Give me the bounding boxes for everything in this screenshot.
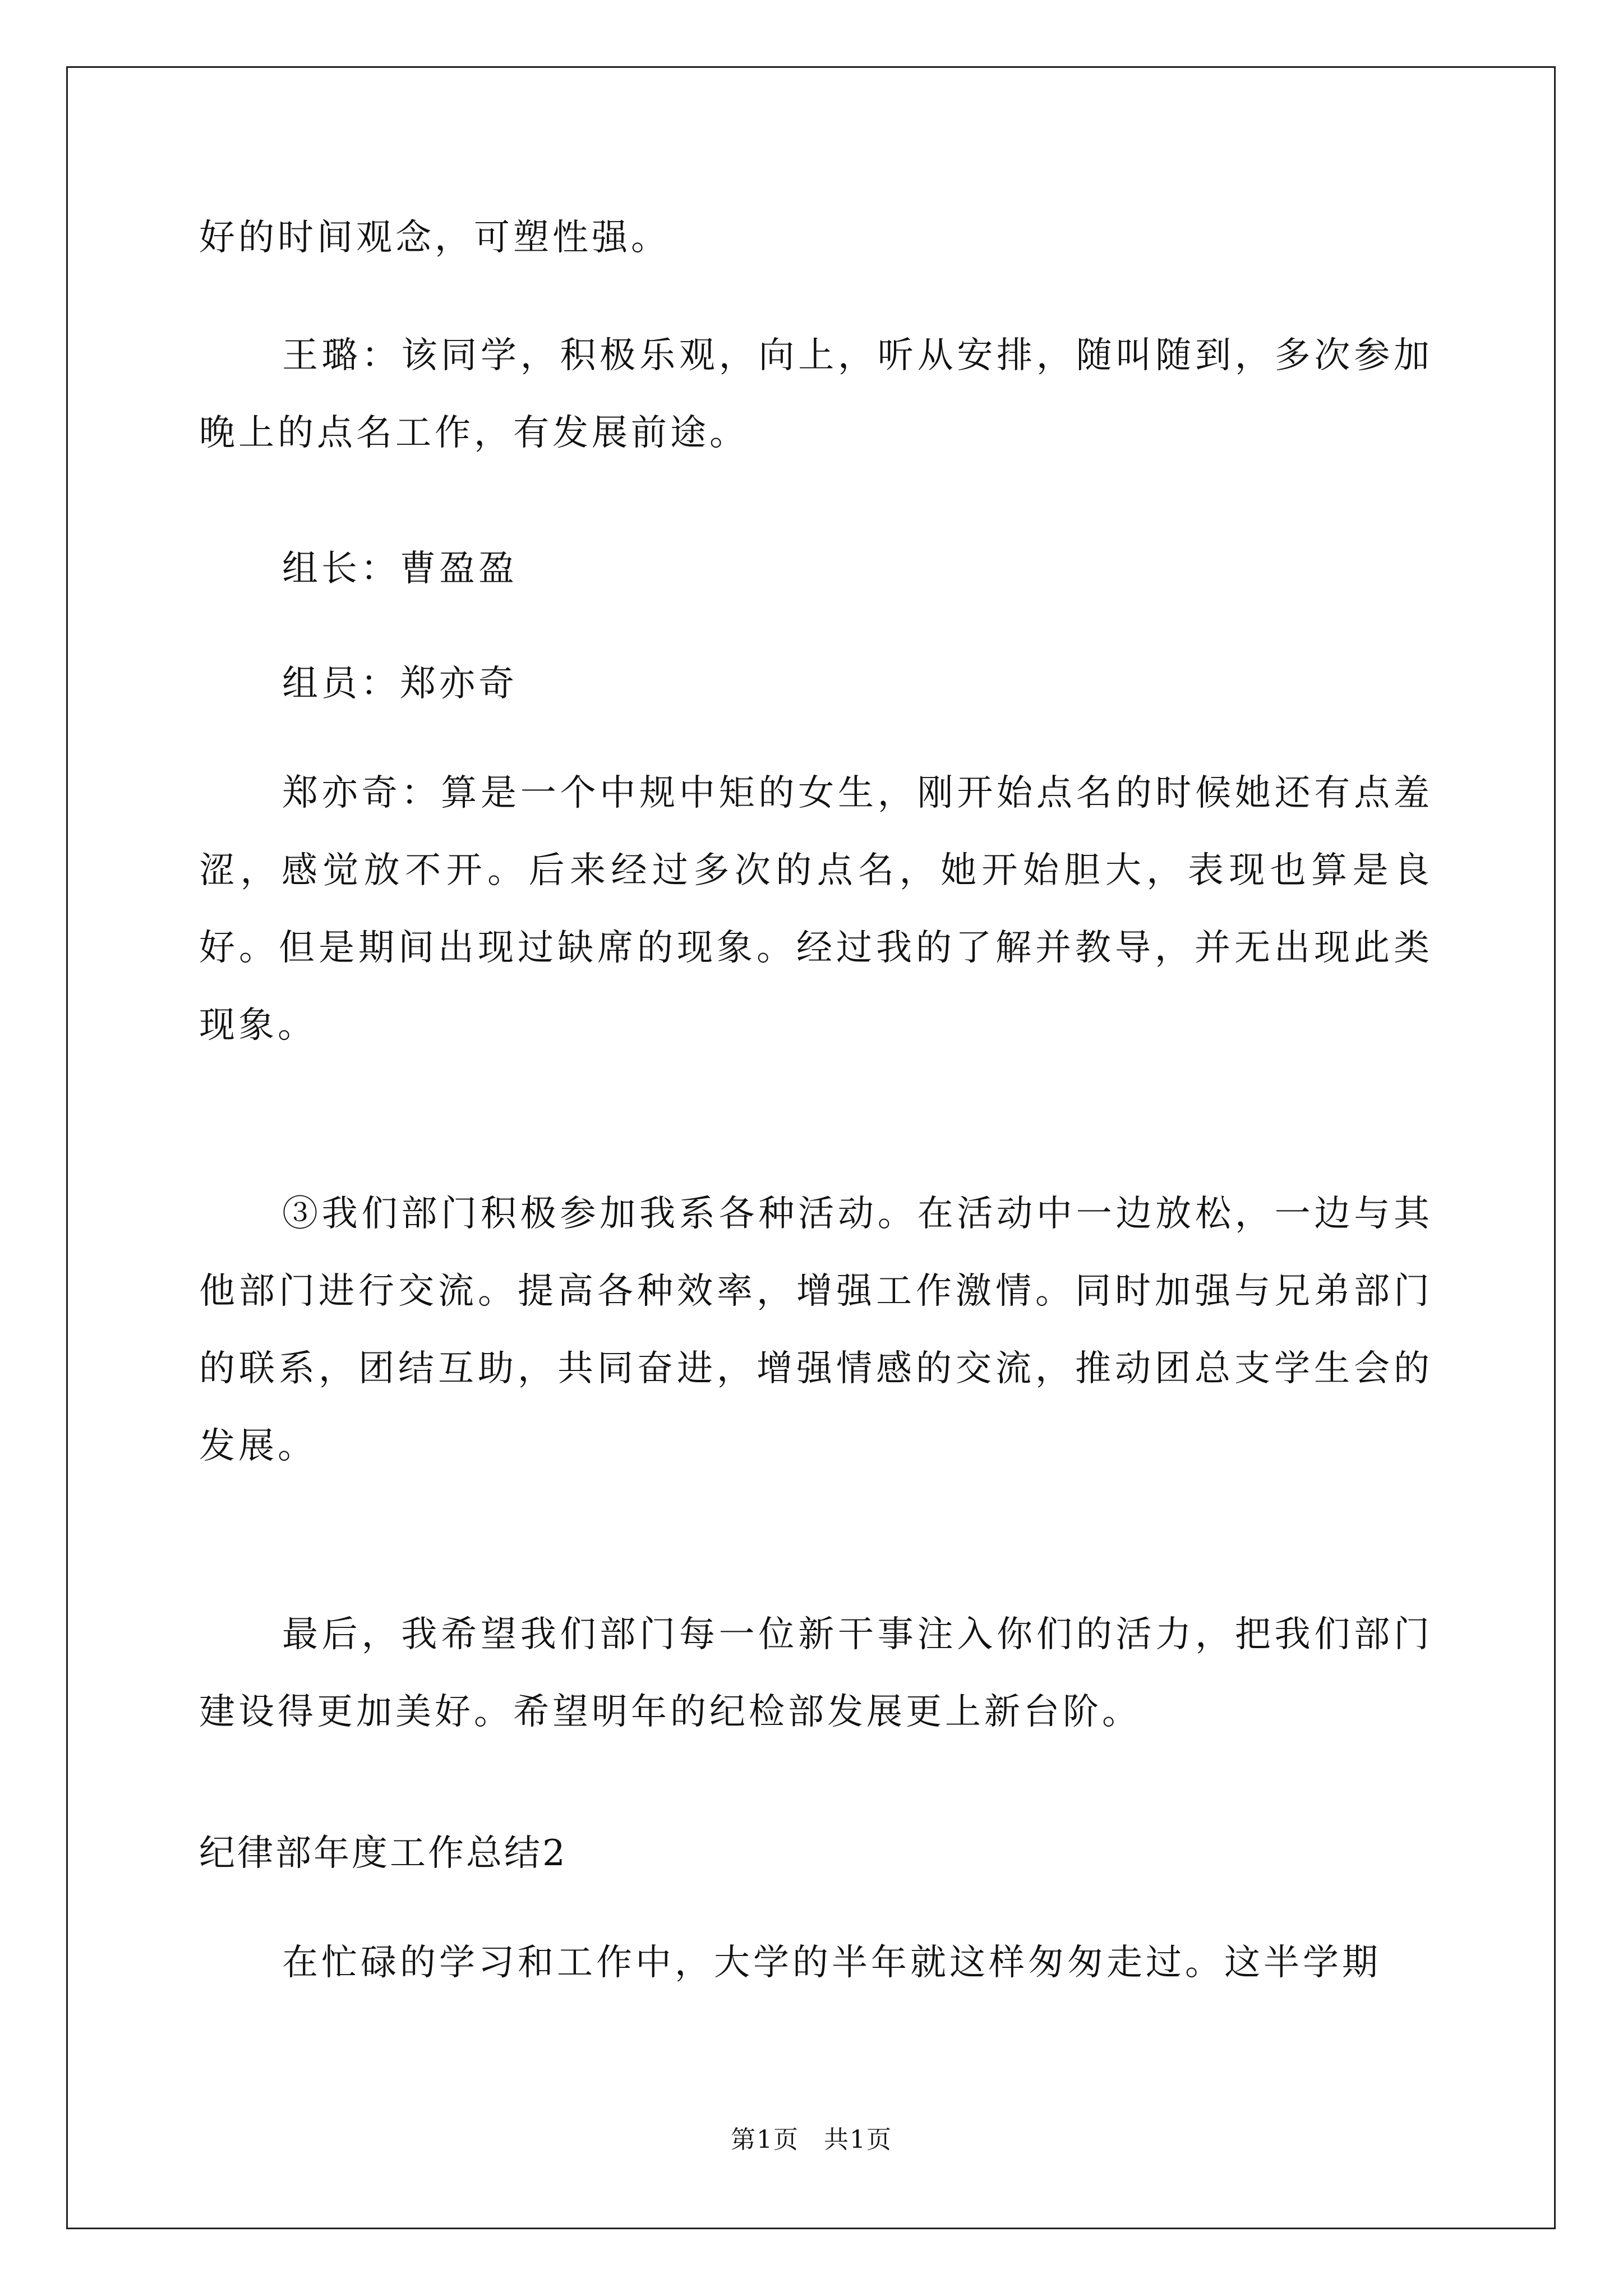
document-body: [199, 0, 1433, 2076]
paragraph-activities: ③我们部门积极参加我系各种活动。在活动中一边放松，一边与其他部门进行交流。提高各种效率，增强工作激情。同时加强与兄弟部门的联系，团结互助，共同奋进，增强情感的交流，推动团总支学生会的发展。: [199, 1193, 1433, 1467]
paragraph-section-2-start: 在忙碌的学习和工作中，大学的半年就这样匆匆走过。这半学期: [282, 1942, 1381, 1984]
paragraph-group-leader: 组长：曹盈盈: [282, 548, 518, 590]
paragraph-continuation: 好的时间观念，可塑性强。: [199, 217, 670, 259]
paragraph-wang-lu: 王璐：该同学，积极乐观，向上，听从安排，随叫随到，多次参加晚上的点名工作，有发展前途。: [199, 335, 1433, 454]
paragraph-group-member: 组员：郑亦奇: [282, 663, 518, 705]
paragraph-zheng-yiqi: 郑亦奇：算是一个中规中矩的女生，刚开始点名的时候她还有点羞涩，感觉放不开。后来经过多次的点名，她开始胆大，表现也算是良好。但是期间出现过缺席的现象。经过我的了解并教导，并无出现此类现象。: [199, 772, 1433, 1046]
section-heading: 纪律部年度工作总结2: [199, 1833, 568, 1874]
page-footer: [0, 2119, 1623, 2155]
paragraph-conclusion: 最后，我希望我们部门每一位新干事注入你们的活力，把我们部门建设得更加美好。希望明年的纪检部发展更上新台阶。: [199, 1614, 1433, 1733]
page-number-current: 第1页: [731, 2125, 799, 2154]
page-number-total: 共1页: [824, 2125, 892, 2154]
